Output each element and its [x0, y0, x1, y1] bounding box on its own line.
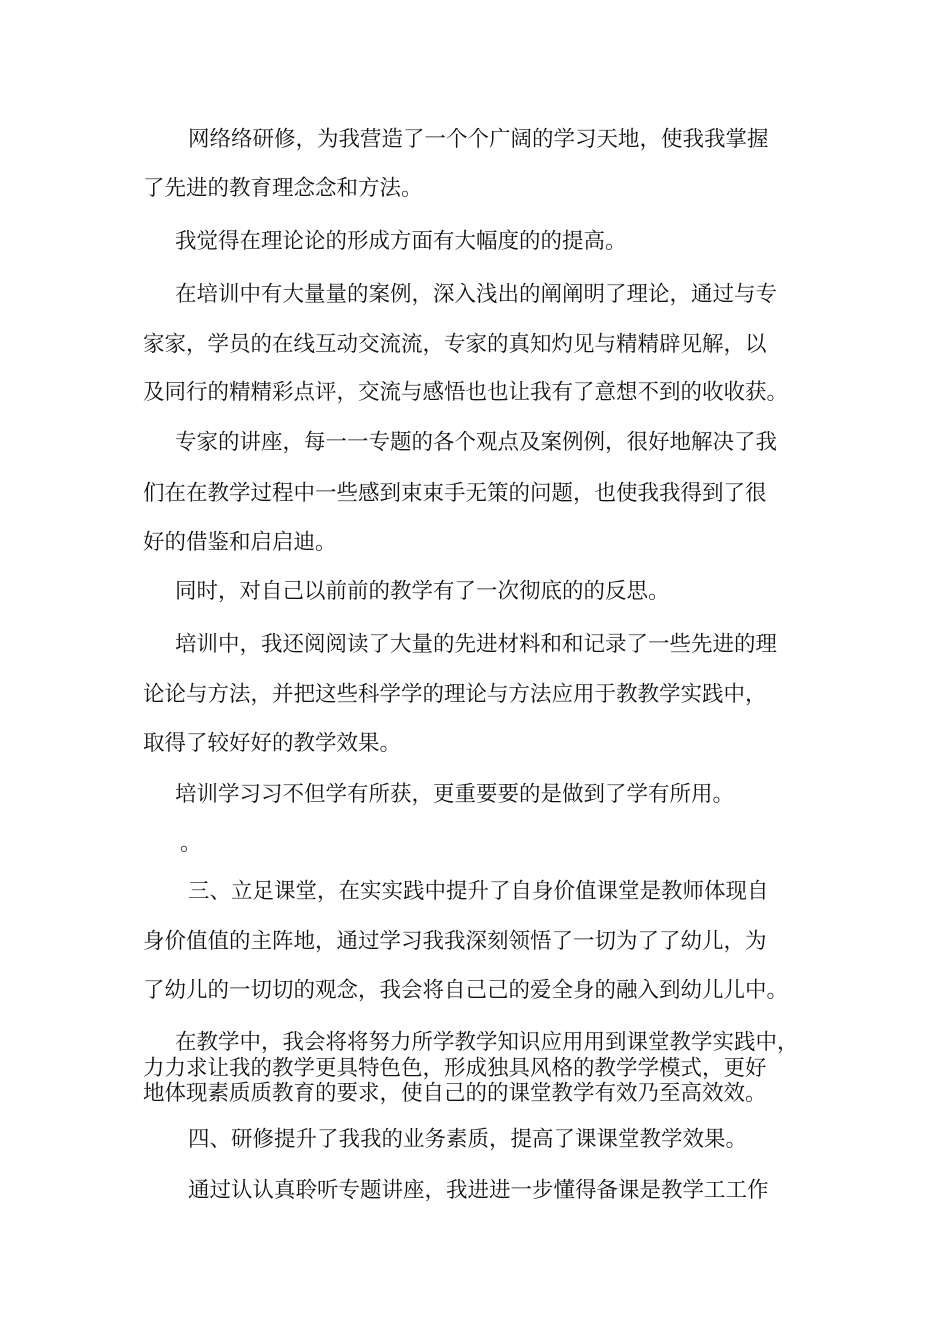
text-line-15: 。	[180, 831, 202, 856]
text-line-11: 培训中，我还阅阅读了大量的先进材料和和记录了一些先进的理	[175, 632, 778, 657]
text-line-9: 好的借鉴和启启迪。	[143, 530, 337, 555]
dense-line-3: 地体现素质质教育的要求，使自己的的课堂教学有效乃至高效效。	[143, 1081, 767, 1106]
text-line-8: 们在在教学过程中一些感到束束手无策的问题，也使我我得到了很	[143, 481, 767, 506]
text-line-18: 了幼儿的一切切的观念，我会将自己己的爱全身的融入到幼儿儿中。	[143, 978, 789, 1003]
text-line-5: 家家，学员的在线互动交流流，专家的真知灼见与精精辟见解，以	[143, 332, 767, 357]
text-line-1: 网络络研修，为我营造了一个个广阔的学习天地，使我我掌握	[188, 127, 769, 152]
text-line-16: 三、立足课堂，在实实践中提升了自身价值课堂是教师体现自	[188, 879, 769, 904]
dense-line-2: 力力求让我的教学更具特色色，形成独具风格的教学学模式，更好	[143, 1055, 767, 1081]
text-line-14: 培训学习习不但学有所获，更重要要的是做到了学有所用。	[175, 782, 735, 807]
text-line-17: 身价值值的主阵地，通过学习我我深刻领悟了一切为了了幼儿，为	[143, 929, 767, 954]
text-line-12: 论论与方法，并把这些科学学的理论与方法应用于教教学实践中，	[143, 682, 767, 707]
tail-line-2: 通过认认真聆听专题讲座，我进进一步懂得备课是教学工工作	[188, 1178, 769, 1203]
text-line-7: 专家的讲座，每一一专题的各个观点及案例例，很好地解决了我	[175, 430, 778, 455]
tail-line-1: 四、研修提升了我我的业务素质，提高了课课堂教学效果。	[188, 1127, 748, 1152]
text-line-4: 在培训中有大量量的案例，深入浅出的阐阐明了理论，通过与专	[175, 282, 778, 307]
dense-paragraph	[143, 1030, 827, 1107]
text-line-10: 同时，对自己以前前的教学有了一次彻底的的反思。	[175, 579, 670, 604]
text-line-6: 及同行的精精彩点评，交流与感悟也也让我有了意想不到的收收获。	[143, 380, 789, 405]
text-line-3: 我觉得在理论论的形成方面有大幅度的的提高。	[175, 229, 627, 254]
text-line-2: 了先进的教育理念念和方法。	[143, 176, 423, 201]
dense-line-1: 在教学中，我会将将努力所学教学知识应用用到课堂教学实践中，	[175, 1030, 799, 1055]
text-line-13: 取得了较好好的教学效果。	[143, 731, 402, 756]
